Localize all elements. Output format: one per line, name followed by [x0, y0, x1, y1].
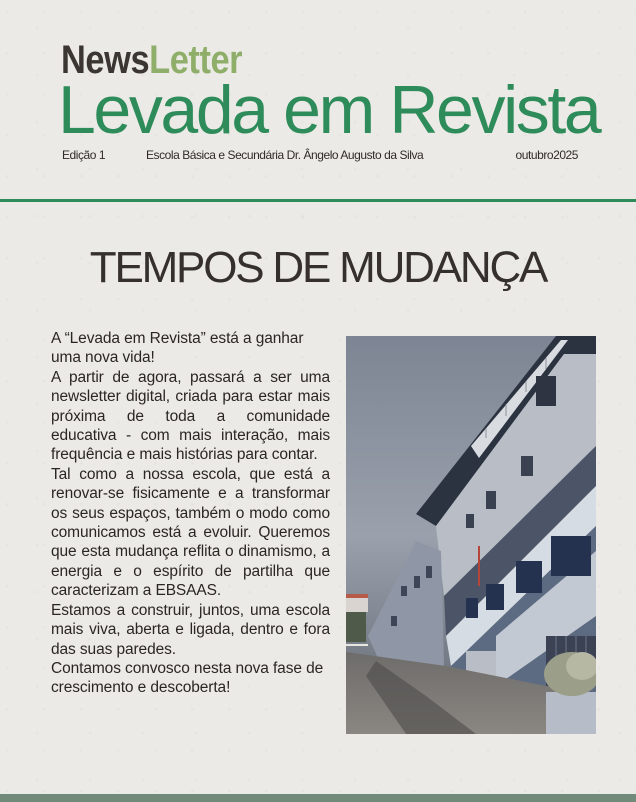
brand-news: News [61, 38, 150, 82]
footer-bar [0, 794, 636, 802]
school-name: Escola Básica e Secundária Dr. Ângelo Augusto da Silva [146, 148, 424, 162]
article-paragraph: Tal como a nossa escola, que está a renovar-se fisicamente e a transformar os seus espaços, também o modo como comunicamos está a evoluir. Queremos que esta mudança reflita o dinamismo, a energia e o espírito de partilha que caracterizam a EBSAAS. [51, 465, 330, 600]
article-paragraph: A partir de agora, passará a ser uma newsletter digital, criada para estar mais próxima de toda a comunidade educativa - com mais interação, mais frequência e mais histórias para contar. [51, 368, 330, 464]
brand-letter: Letter [149, 38, 243, 82]
article-headline: TEMPOS DE MUDANÇA [89, 243, 547, 292]
article-paragraph: A “Levada em Revista” está a ganhar uma nova vida! [51, 330, 304, 367]
article-body [51, 329, 330, 698]
edition-number: Edição 1 [62, 148, 106, 162]
issue-date: outubro2025 [515, 148, 578, 162]
masthead-meta [62, 146, 578, 164]
article-paragraph: Contamos convosco nesta nova fase de crescimento e descoberta! [51, 659, 324, 697]
building-illustration-icon [346, 336, 596, 734]
publication-title: Levada em Revista [58, 72, 600, 148]
header-divider [0, 199, 636, 202]
school-building-photo [346, 336, 596, 734]
article-paragraph: Estamos a construir, juntos, uma escola mais viva, aberta e ligada, dentro e fora das suas paredes. [51, 601, 330, 658]
